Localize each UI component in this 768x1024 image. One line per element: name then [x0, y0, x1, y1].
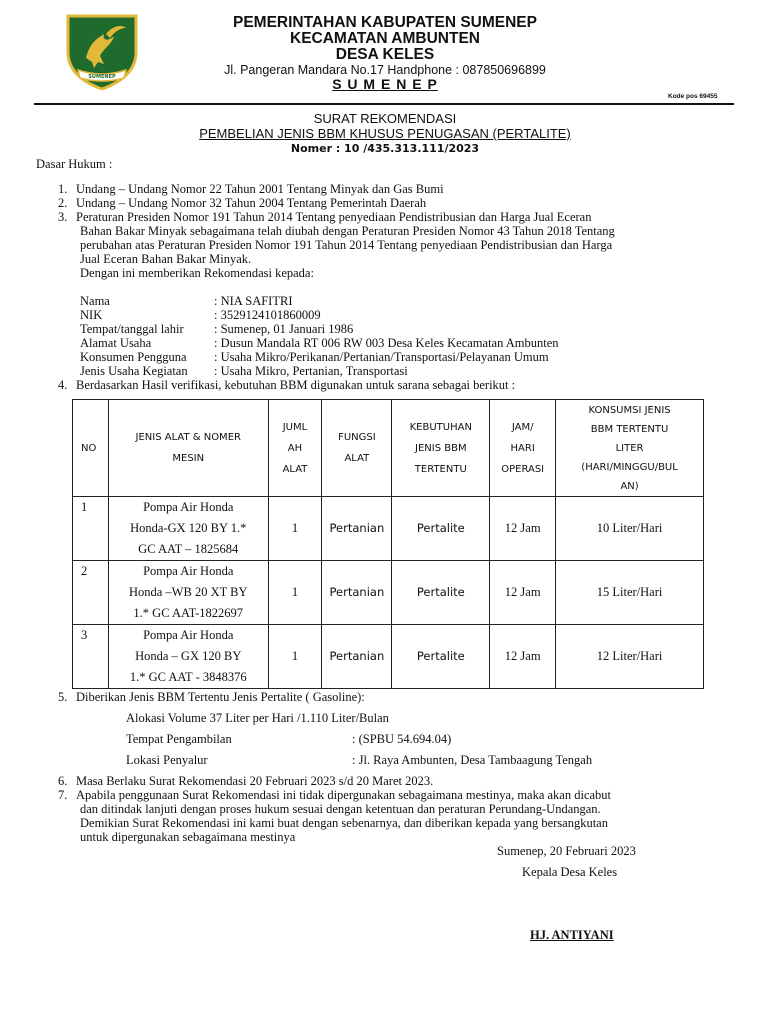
- recipient-label: Nama: [80, 294, 110, 308]
- law-item: 2. Undang – Undang Nomor 32 Tahun 2004 Tentang Pemerintah Daerah: [58, 196, 427, 210]
- recipient-label: Tempat/tanggal lahir: [80, 322, 184, 336]
- equipment-function: Pertanian: [322, 561, 392, 625]
- postal-code: Kode pos 69455: [668, 93, 718, 100]
- closing-statement: Demikian Surat Rekomendasi ini kami buat dengan sebenarnya, dan diberikan kepada yang bersangkutan: [80, 816, 608, 830]
- col-header-equipment: JENIS ALAT & NOMER MESIN: [108, 400, 268, 497]
- operating-hours: 12 Jam: [490, 497, 556, 561]
- header-address: Jl. Pangeran Mandara No.17 Handphone : 087850696899: [224, 63, 546, 77]
- fuel-consumption: 10 Liter/Hari: [556, 497, 704, 561]
- law-item-continuation: Bahan Bakar Minyak sebagaimana telah diubah dengan Peraturan Presiden Nomor 43 Tahun 2018 Tentang: [80, 224, 615, 238]
- col-header-hours: JAM/ HARI OPERASI: [490, 400, 556, 497]
- equipment-quantity: 1: [268, 561, 322, 625]
- recipient-label: NIK: [80, 308, 103, 322]
- law-item: 1. Undang – Undang Nomor 22 Tahun 2001 Tentang Minyak dan Gas Bumi: [58, 182, 444, 196]
- col-header-function: FUNGSI ALAT: [322, 400, 392, 497]
- distributor-location-value: : Jl. Raya Ambunten, Desa Tambaagung Tengah: [352, 753, 593, 767]
- operating-hours: 12 Jam: [490, 625, 556, 689]
- fuel-type: Pertalite: [392, 561, 490, 625]
- header-divider: [34, 103, 734, 105]
- village-logo: [64, 12, 140, 90]
- recipient-value: : Dusun Mandala RT 006 RW 003 Desa Keles Kecamatan Ambunten: [214, 336, 559, 350]
- operating-hours: 12 Jam: [490, 561, 556, 625]
- legal-basis-label: Dasar Hukum :: [36, 157, 113, 171]
- header-government: PEMERINTAHAN KABUPATEN SUMENEP: [233, 14, 537, 31]
- signatory-name: HJ. ANTIYANI: [530, 928, 614, 942]
- signature-position: Kepala Desa Keles: [522, 865, 618, 879]
- law-item: 3. Peraturan Presiden Nomor 191 Tahun 2014 Tentang penyediaan Pendistribusian dan Harga Jual Eceran: [58, 210, 592, 224]
- recipient-value: : NIA SAFITRI: [214, 294, 293, 308]
- equipment-function: Pertanian: [322, 497, 392, 561]
- fuel-consumption: 15 Liter/Hari: [556, 561, 704, 625]
- header-village: DESA KELES: [335, 46, 435, 63]
- header-city: S U M E N E P: [332, 76, 438, 92]
- equipment-name: Pompa Air Honda Honda-GX 120 BY 1.* GC AAT – 1825684: [108, 497, 268, 561]
- recipient-value: : Usaha Mikro/Perikanan/Pertanian/Transportasi/Pelayanan Umum: [214, 350, 549, 364]
- recipient-label: Konsumen Pengguna: [80, 350, 187, 364]
- recommendation-intro: Dengan ini memberikan Rekomendasi kepada:: [80, 266, 314, 280]
- letter-number: Nomer : 10 /435.313.111/2023: [290, 142, 480, 155]
- fuel-type: Pertalite: [392, 497, 490, 561]
- signature-place-date: Sumenep, 20 Februari 2023: [497, 844, 636, 858]
- recipient-value: : 3529124101860009: [214, 308, 321, 322]
- closing-statement: untuk dipergunakan sebagaimana mestinya: [80, 830, 296, 844]
- allocation-volume: Alokasi Volume 37 Liter per Hari /1.110 Liter/Bulan: [126, 711, 389, 725]
- col-header-consumption: KONSUMSI JENIS BBM TERTENTU LITER (HARI/MINGGU/BUL AN): [556, 400, 704, 497]
- pickup-location-label: Tempat Pengambilan: [126, 732, 232, 746]
- col-header-fuel-type: KEBUTUHAN JENIS BBM TERTENTU: [392, 400, 490, 497]
- recipient-value: : Sumenep, 01 Januari 1986: [214, 322, 354, 336]
- recipient-label: Alamat Usaha: [80, 336, 152, 350]
- pickup-location-value: : (SPBU 54.694.04): [352, 732, 452, 746]
- equipment-name: Pompa Air Honda Honda –WB 20 XT BY 1.* GC AAT-1822697: [108, 561, 268, 625]
- table-row: [73, 497, 704, 561]
- law-item-continuation: perubahan atas Peraturan Presiden Nomor 191 Tahun 2014 Tentang penyediaan Pendistribusian dan Harga: [80, 238, 613, 252]
- letter-subtitle: PEMBELIAN JENIS BBM KHUSUS PENUGASAN (PERTALITE): [199, 126, 571, 141]
- equipment-quantity: 1: [268, 625, 322, 689]
- equipment-table: [72, 399, 704, 689]
- col-header-no: NO: [73, 400, 109, 497]
- item-4: 4. Berdasarkan Hasil verifikasi, kebutuhan BBM digunakan untuk sarana sebagai berikut :: [58, 378, 516, 392]
- fuel-type: Pertalite: [392, 625, 490, 689]
- header-district: KECAMATAN AMBUNTEN: [290, 30, 480, 47]
- logo-ribbon-text: SUMENEP: [88, 74, 116, 80]
- fuel-consumption: 12 Liter/Hari: [556, 625, 704, 689]
- recipient-value: : Usaha Mikro, Pertanian, Transportasi: [214, 364, 408, 378]
- table-row: [73, 561, 704, 625]
- row-number: 2: [73, 561, 109, 625]
- item-5: 5. Diberikan Jenis BBM Tertentu Jenis Pertalite ( Gasoline):: [58, 690, 365, 704]
- distributor-location-label: Lokasi Penyalur: [126, 753, 208, 767]
- equipment-quantity: 1: [268, 497, 322, 561]
- recipient-label: Jenis Usaha Kegiatan: [80, 364, 188, 378]
- table-row: [73, 625, 704, 689]
- item-7: 7. Apabila penggunaan Surat Rekomendasi ini tidak dipergunakan sebagaimana mestinya, maka akan dicabut: [58, 788, 612, 802]
- row-number: 3: [73, 625, 109, 689]
- equipment-function: Pertanian: [322, 625, 392, 689]
- item-6: 6. Masa Berlaku Surat Rekomendasi 20 Februari 2023 s/d 20 Maret 2023.: [58, 774, 434, 788]
- law-item-continuation: Jual Eceran Bahan Bakar Minyak.: [80, 252, 252, 266]
- equipment-name: Pompa Air Honda Honda – GX 120 BY 1.* GC AAT - 3848376: [108, 625, 268, 689]
- table-header-row: [73, 400, 704, 497]
- row-number: 1: [73, 497, 109, 561]
- item-7-continuation: dan ditindak lanjuti dengan proses hukum sesuai dengan ketentuan dan peraturan Perundang-Undangan.: [80, 802, 601, 816]
- letter-title: SURAT REKOMENDASI: [313, 111, 457, 126]
- col-header-quantity: JUML AH ALAT: [268, 400, 322, 497]
